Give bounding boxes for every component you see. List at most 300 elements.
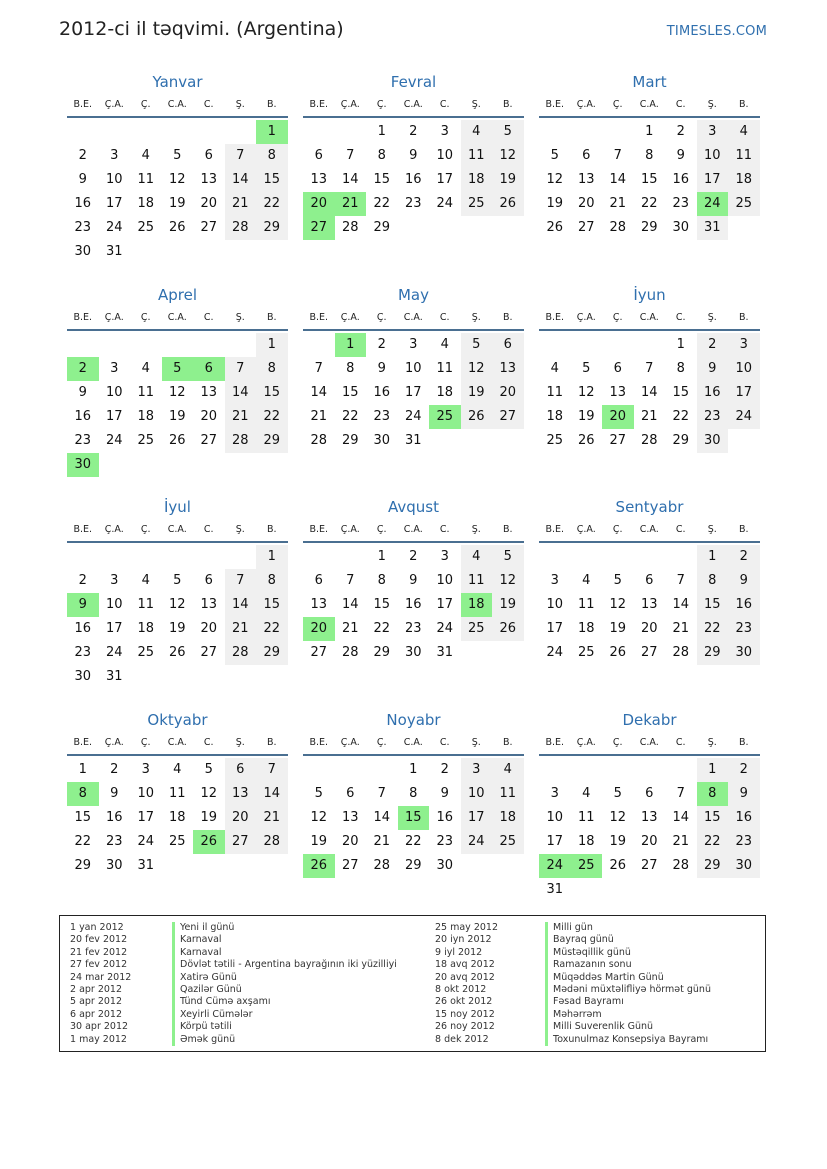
day-cell[interactable]: 22 — [74, 834, 92, 849]
day-cell[interactable]: 26 — [492, 192, 524, 216]
day-cell[interactable]: 20 — [200, 621, 218, 636]
day-cell[interactable]: 21 — [609, 196, 627, 211]
day-cell[interactable]: 20 — [200, 196, 218, 211]
day-cell[interactable]: 23 — [728, 830, 760, 854]
day-cell[interactable]: 26 — [609, 858, 627, 873]
holiday-day-cell[interactable]: 24 — [539, 854, 571, 878]
day-cell[interactable]: 21 — [341, 621, 359, 636]
day-cell[interactable]: 13 — [200, 597, 218, 612]
day-cell[interactable]: 9 — [440, 786, 449, 801]
day-cell[interactable]: 31 — [105, 244, 123, 259]
day-cell[interactable]: 11 — [461, 144, 493, 168]
day-cell[interactable]: 27 — [310, 645, 328, 660]
day-cell[interactable]: 21 — [640, 409, 658, 424]
day-cell[interactable]: 16 — [373, 385, 391, 400]
day-cell[interactable]: 28 — [225, 641, 257, 665]
day-cell[interactable]: 10 — [105, 385, 123, 400]
day-cell[interactable]: 4 — [141, 573, 150, 588]
day-cell[interactable]: 4 — [582, 786, 591, 801]
day-cell[interactable]: 9 — [78, 172, 87, 187]
day-cell[interactable]: 19 — [609, 834, 627, 849]
day-cell[interactable]: 17 — [546, 621, 564, 636]
day-cell[interactable]: 15 — [640, 172, 658, 187]
day-cell[interactable]: 14 — [341, 597, 359, 612]
day-cell[interactable]: 8 — [377, 573, 386, 588]
day-cell[interactable]: 29 — [256, 216, 288, 240]
day-cell[interactable]: 2 — [676, 124, 685, 139]
holiday-day-cell[interactable]: 20 — [303, 192, 335, 216]
day-cell[interactable]: 23 — [105, 834, 123, 849]
day-cell[interactable]: 1 — [256, 333, 288, 357]
day-cell[interactable]: 25 — [461, 617, 493, 641]
day-cell[interactable]: 25 — [461, 192, 493, 216]
holiday-day-cell[interactable]: 8 — [67, 782, 99, 806]
day-cell[interactable]: 8 — [409, 786, 418, 801]
day-cell[interactable]: 13 — [310, 597, 328, 612]
day-cell[interactable]: 14 — [672, 810, 690, 825]
day-cell[interactable]: 1 — [697, 545, 729, 569]
day-cell[interactable]: 4 — [550, 361, 559, 376]
day-cell[interactable]: 27 — [577, 220, 595, 235]
day-cell[interactable]: 4 — [461, 120, 493, 144]
day-cell[interactable]: 12 — [609, 597, 627, 612]
day-cell[interactable]: 19 — [546, 196, 564, 211]
day-cell[interactable]: 8 — [676, 361, 685, 376]
day-cell[interactable]: 30 — [74, 244, 92, 259]
day-cell[interactable]: 7 — [225, 144, 257, 168]
day-cell[interactable]: 11 — [492, 782, 524, 806]
day-cell[interactable]: 24 — [105, 220, 123, 235]
day-cell[interactable]: 24 — [137, 834, 155, 849]
day-cell[interactable]: 30 — [697, 429, 729, 453]
day-cell[interactable]: 2 — [409, 549, 418, 564]
day-cell[interactable]: 22 — [256, 617, 288, 641]
day-cell[interactable]: 29 — [256, 641, 288, 665]
day-cell[interactable]: 13 — [200, 172, 218, 187]
day-cell[interactable]: 15 — [697, 593, 729, 617]
day-cell[interactable]: 5 — [492, 545, 524, 569]
day-cell[interactable]: 6 — [225, 758, 257, 782]
day-cell[interactable]: 13 — [577, 172, 595, 187]
day-cell[interactable]: 19 — [168, 196, 186, 211]
day-cell[interactable]: 29 — [373, 645, 391, 660]
day-cell[interactable]: 14 — [373, 810, 391, 825]
day-cell[interactable]: 6 — [314, 573, 323, 588]
day-cell[interactable]: 10 — [105, 172, 123, 187]
day-cell[interactable]: 30 — [436, 858, 454, 873]
day-cell[interactable]: 2 — [78, 573, 87, 588]
day-cell[interactable]: 11 — [168, 786, 186, 801]
day-cell[interactable]: 3 — [550, 573, 559, 588]
day-cell[interactable]: 16 — [74, 621, 92, 636]
day-cell[interactable]: 2 — [440, 762, 449, 777]
day-cell[interactable]: 7 — [225, 569, 257, 593]
day-cell[interactable]: 17 — [546, 834, 564, 849]
day-cell[interactable]: 24 — [436, 196, 454, 211]
day-cell[interactable]: 25 — [492, 830, 524, 854]
day-cell[interactable]: 9 — [409, 148, 418, 163]
day-cell[interactable]: 29 — [640, 220, 658, 235]
day-cell[interactable]: 18 — [546, 409, 564, 424]
day-cell[interactable]: 6 — [492, 333, 524, 357]
day-cell[interactable]: 5 — [550, 148, 559, 163]
day-cell[interactable]: 22 — [697, 830, 729, 854]
day-cell[interactable]: 8 — [256, 144, 288, 168]
day-cell[interactable]: 22 — [341, 409, 359, 424]
day-cell[interactable]: 4 — [728, 120, 760, 144]
holiday-day-cell[interactable]: 1 — [256, 120, 288, 144]
day-cell[interactable]: 26 — [609, 645, 627, 660]
day-cell[interactable]: 29 — [74, 858, 92, 873]
day-cell[interactable]: 19 — [577, 409, 595, 424]
day-cell[interactable]: 19 — [492, 593, 524, 617]
day-cell[interactable]: 27 — [225, 830, 257, 854]
day-cell[interactable]: 1 — [676, 337, 685, 352]
day-cell[interactable]: 25 — [137, 433, 155, 448]
day-cell[interactable]: 29 — [672, 433, 690, 448]
day-cell[interactable]: 19 — [609, 621, 627, 636]
day-cell[interactable]: 16 — [404, 172, 422, 187]
day-cell[interactable]: 4 — [461, 545, 493, 569]
day-cell[interactable]: 3 — [110, 148, 119, 163]
day-cell[interactable]: 9 — [697, 357, 729, 381]
day-cell[interactable]: 18 — [577, 621, 595, 636]
day-cell[interactable]: 7 — [645, 361, 654, 376]
day-cell[interactable]: 13 — [640, 810, 658, 825]
day-cell[interactable]: 27 — [640, 858, 658, 873]
day-cell[interactable]: 18 — [461, 168, 493, 192]
day-cell[interactable]: 19 — [461, 381, 493, 405]
day-cell[interactable]: 24 — [105, 433, 123, 448]
day-cell[interactable]: 20 — [492, 381, 524, 405]
day-cell[interactable]: 14 — [225, 593, 257, 617]
day-cell[interactable]: 30 — [728, 854, 760, 878]
day-cell[interactable]: 4 — [492, 758, 524, 782]
day-cell[interactable]: 2 — [377, 337, 386, 352]
day-cell[interactable]: 12 — [310, 810, 328, 825]
day-cell[interactable]: 19 — [310, 834, 328, 849]
day-cell[interactable]: 9 — [409, 573, 418, 588]
day-cell[interactable]: 30 — [404, 645, 422, 660]
day-cell[interactable]: 28 — [609, 220, 627, 235]
day-cell[interactable]: 23 — [436, 834, 454, 849]
day-cell[interactable]: 15 — [697, 806, 729, 830]
day-cell[interactable]: 6 — [582, 148, 591, 163]
day-cell[interactable]: 14 — [225, 381, 257, 405]
day-cell[interactable]: 17 — [105, 196, 123, 211]
day-cell[interactable]: 6 — [645, 786, 654, 801]
holiday-day-cell[interactable]: 25 — [571, 854, 603, 878]
day-cell[interactable]: 30 — [672, 220, 690, 235]
day-cell[interactable]: 18 — [137, 196, 155, 211]
day-cell[interactable]: 27 — [492, 405, 524, 429]
holiday-day-cell[interactable]: 30 — [67, 453, 99, 477]
day-cell[interactable]: 6 — [613, 361, 622, 376]
day-cell[interactable]: 16 — [728, 806, 760, 830]
day-cell[interactable]: 29 — [697, 854, 729, 878]
day-cell[interactable]: 18 — [137, 621, 155, 636]
day-cell[interactable]: 21 — [225, 617, 257, 641]
day-cell[interactable]: 12 — [200, 786, 218, 801]
day-cell[interactable]: 13 — [200, 385, 218, 400]
day-cell[interactable]: 14 — [341, 172, 359, 187]
day-cell[interactable]: 10 — [436, 573, 454, 588]
day-cell[interactable]: 23 — [74, 433, 92, 448]
day-cell[interactable]: 7 — [346, 148, 355, 163]
day-cell[interactable]: 24 — [461, 830, 493, 854]
day-cell[interactable]: 13 — [492, 357, 524, 381]
day-cell[interactable]: 28 — [310, 433, 328, 448]
day-cell[interactable]: 21 — [310, 409, 328, 424]
day-cell[interactable]: 1 — [697, 758, 729, 782]
day-cell[interactable]: 16 — [404, 597, 422, 612]
day-cell[interactable]: 24 — [546, 645, 564, 660]
day-cell[interactable]: 10 — [137, 786, 155, 801]
day-cell[interactable]: 14 — [672, 597, 690, 612]
day-cell[interactable]: 29 — [256, 429, 288, 453]
day-cell[interactable]: 18 — [577, 834, 595, 849]
day-cell[interactable]: 29 — [373, 220, 391, 235]
day-cell[interactable]: 25 — [546, 433, 564, 448]
day-cell[interactable]: 5 — [613, 573, 622, 588]
day-cell[interactable]: 27 — [200, 645, 218, 660]
day-cell[interactable]: 12 — [609, 810, 627, 825]
day-cell[interactable]: 22 — [640, 196, 658, 211]
day-cell[interactable]: 28 — [373, 858, 391, 873]
day-cell[interactable]: 3 — [110, 361, 119, 376]
day-cell[interactable]: 30 — [728, 641, 760, 665]
day-cell[interactable]: 7 — [314, 361, 323, 376]
day-cell[interactable]: 15 — [256, 168, 288, 192]
day-cell[interactable]: 26 — [577, 433, 595, 448]
day-cell[interactable]: 9 — [728, 569, 760, 593]
day-cell[interactable]: 15 — [74, 810, 92, 825]
day-cell[interactable]: 21 — [672, 834, 690, 849]
day-cell[interactable]: 28 — [672, 645, 690, 660]
day-cell[interactable]: 31 — [137, 858, 155, 873]
day-cell[interactable]: 2 — [78, 148, 87, 163]
day-cell[interactable]: 1 — [645, 124, 654, 139]
day-cell[interactable]: 9 — [110, 786, 119, 801]
day-cell[interactable]: 5 — [204, 762, 213, 777]
day-cell[interactable]: 1 — [78, 762, 87, 777]
day-cell[interactable]: 28 — [341, 645, 359, 660]
day-cell[interactable]: 26 — [168, 645, 186, 660]
day-cell[interactable]: 2 — [728, 545, 760, 569]
day-cell[interactable]: 1 — [256, 545, 288, 569]
day-cell[interactable]: 7 — [676, 573, 685, 588]
day-cell[interactable]: 30 — [373, 433, 391, 448]
day-cell[interactable]: 20 — [640, 621, 658, 636]
day-cell[interactable]: 4 — [173, 762, 182, 777]
day-cell[interactable]: 8 — [377, 148, 386, 163]
day-cell[interactable]: 28 — [225, 429, 257, 453]
day-cell[interactable]: 23 — [672, 196, 690, 211]
day-cell[interactable]: 17 — [728, 381, 760, 405]
day-cell[interactable]: 3 — [141, 762, 150, 777]
day-cell[interactable]: 16 — [74, 409, 92, 424]
day-cell[interactable]: 9 — [377, 361, 386, 376]
day-cell[interactable]: 21 — [373, 834, 391, 849]
day-cell[interactable]: 24 — [105, 645, 123, 660]
day-cell[interactable]: 7 — [377, 786, 386, 801]
day-cell[interactable]: 21 — [225, 405, 257, 429]
day-cell[interactable]: 2 — [409, 124, 418, 139]
day-cell[interactable]: 7 — [225, 357, 257, 381]
day-cell[interactable]: 4 — [440, 337, 449, 352]
day-cell[interactable]: 12 — [577, 385, 595, 400]
day-cell[interactable]: 23 — [404, 196, 422, 211]
day-cell[interactable]: 11 — [546, 385, 564, 400]
day-cell[interactable]: 5 — [492, 120, 524, 144]
day-cell[interactable]: 22 — [373, 196, 391, 211]
day-cell[interactable]: 4 — [141, 361, 150, 376]
day-cell[interactable]: 7 — [613, 148, 622, 163]
day-cell[interactable]: 18 — [728, 168, 760, 192]
day-cell[interactable]: 19 — [492, 168, 524, 192]
day-cell[interactable]: 15 — [672, 385, 690, 400]
day-cell[interactable]: 31 — [697, 216, 729, 240]
day-cell[interactable]: 26 — [492, 617, 524, 641]
day-cell[interactable]: 20 — [640, 834, 658, 849]
day-cell[interactable]: 30 — [74, 669, 92, 684]
day-cell[interactable]: 17 — [436, 597, 454, 612]
day-cell[interactable]: 17 — [436, 172, 454, 187]
day-cell[interactable]: 20 — [341, 834, 359, 849]
day-cell[interactable]: 29 — [404, 858, 422, 873]
day-cell[interactable]: 12 — [546, 172, 564, 187]
day-cell[interactable]: 14 — [640, 385, 658, 400]
day-cell[interactable]: 31 — [436, 645, 454, 660]
day-cell[interactable]: 25 — [168, 834, 186, 849]
holiday-day-cell[interactable]: 15 — [398, 806, 430, 830]
day-cell[interactable]: 2 — [110, 762, 119, 777]
day-cell[interactable]: 14 — [225, 168, 257, 192]
day-cell[interactable]: 27 — [609, 433, 627, 448]
day-cell[interactable]: 28 — [341, 220, 359, 235]
day-cell[interactable]: 25 — [137, 220, 155, 235]
day-cell[interactable]: 6 — [314, 148, 323, 163]
day-cell[interactable]: 27 — [640, 645, 658, 660]
holiday-day-cell[interactable]: 2 — [67, 357, 99, 381]
day-cell[interactable]: 19 — [168, 409, 186, 424]
holiday-day-cell[interactable]: 20 — [602, 405, 634, 429]
day-cell[interactable]: 28 — [256, 830, 288, 854]
day-cell[interactable]: 23 — [74, 645, 92, 660]
day-cell[interactable]: 18 — [168, 810, 186, 825]
day-cell[interactable]: 15 — [341, 385, 359, 400]
day-cell[interactable]: 29 — [341, 433, 359, 448]
day-cell[interactable]: 14 — [609, 172, 627, 187]
day-cell[interactable]: 1 — [377, 124, 386, 139]
day-cell[interactable]: 9 — [728, 782, 760, 806]
day-cell[interactable]: 28 — [672, 858, 690, 873]
day-cell[interactable]: 10 — [461, 782, 493, 806]
day-cell[interactable]: 17 — [697, 168, 729, 192]
day-cell[interactable]: 13 — [341, 810, 359, 825]
day-cell[interactable]: 15 — [373, 597, 391, 612]
day-cell[interactable]: 11 — [137, 385, 155, 400]
day-cell[interactable]: 22 — [256, 192, 288, 216]
day-cell[interactable]: 10 — [697, 144, 729, 168]
holiday-day-cell[interactable]: 26 — [303, 854, 335, 878]
day-cell[interactable]: 22 — [672, 409, 690, 424]
day-cell[interactable]: 26 — [461, 405, 493, 429]
day-cell[interactable]: 3 — [110, 573, 119, 588]
holiday-day-cell[interactable]: 1 — [335, 333, 367, 357]
day-cell[interactable]: 28 — [225, 216, 257, 240]
day-cell[interactable]: 10 — [546, 597, 564, 612]
day-cell[interactable]: 3 — [728, 333, 760, 357]
day-cell[interactable]: 12 — [461, 357, 493, 381]
day-cell[interactable]: 8 — [697, 569, 729, 593]
day-cell[interactable]: 22 — [373, 621, 391, 636]
day-cell[interactable]: 6 — [204, 148, 213, 163]
day-cell[interactable]: 23 — [728, 617, 760, 641]
day-cell[interactable]: 5 — [461, 333, 493, 357]
day-cell[interactable]: 22 — [256, 405, 288, 429]
day-cell[interactable]: 3 — [440, 549, 449, 564]
day-cell[interactable]: 30 — [105, 858, 123, 873]
day-cell[interactable]: 6 — [645, 573, 654, 588]
holiday-day-cell[interactable]: 18 — [461, 593, 493, 617]
day-cell[interactable]: 18 — [436, 385, 454, 400]
day-cell[interactable]: 1 — [377, 549, 386, 564]
day-cell[interactable]: 6 — [346, 786, 355, 801]
day-cell[interactable]: 2 — [697, 333, 729, 357]
day-cell[interactable]: 26 — [168, 220, 186, 235]
day-cell[interactable]: 16 — [672, 172, 690, 187]
holiday-day-cell[interactable]: 21 — [335, 192, 367, 216]
day-cell[interactable]: 7 — [346, 573, 355, 588]
day-cell[interactable]: 17 — [137, 810, 155, 825]
day-cell[interactable]: 17 — [105, 409, 123, 424]
day-cell[interactable]: 9 — [78, 385, 87, 400]
day-cell[interactable]: 15 — [256, 381, 288, 405]
day-cell[interactable]: 15 — [256, 593, 288, 617]
day-cell[interactable]: 12 — [168, 597, 186, 612]
day-cell[interactable]: 8 — [256, 569, 288, 593]
day-cell[interactable]: 3 — [461, 758, 493, 782]
day-cell[interactable]: 25 — [137, 645, 155, 660]
holiday-day-cell[interactable]: 26 — [193, 830, 225, 854]
day-cell[interactable]: 23 — [404, 621, 422, 636]
holiday-day-cell[interactable]: 5 — [162, 357, 194, 381]
day-cell[interactable]: 11 — [577, 597, 595, 612]
holiday-day-cell[interactable]: 25 — [429, 405, 461, 429]
holiday-day-cell[interactable]: 8 — [697, 782, 729, 806]
day-cell[interactable]: 5 — [173, 573, 182, 588]
holiday-day-cell[interactable]: 9 — [67, 593, 99, 617]
day-cell[interactable]: 23 — [373, 409, 391, 424]
day-cell[interactable]: 24 — [728, 405, 760, 429]
day-cell[interactable]: 3 — [409, 337, 418, 352]
day-cell[interactable]: 5 — [314, 786, 323, 801]
day-cell[interactable]: 2 — [728, 758, 760, 782]
day-cell[interactable]: 25 — [728, 192, 760, 216]
day-cell[interactable]: 12 — [492, 569, 524, 593]
day-cell[interactable]: 3 — [550, 786, 559, 801]
holiday-day-cell[interactable]: 27 — [303, 216, 335, 240]
day-cell[interactable]: 28 — [640, 433, 658, 448]
day-cell[interactable]: 11 — [728, 144, 760, 168]
day-cell[interactable]: 3 — [440, 124, 449, 139]
day-cell[interactable]: 27 — [341, 858, 359, 873]
day-cell[interactable]: 6 — [204, 573, 213, 588]
day-cell[interactable]: 16 — [105, 810, 123, 825]
day-cell[interactable]: 24 — [404, 409, 422, 424]
day-cell[interactable]: 11 — [577, 810, 595, 825]
